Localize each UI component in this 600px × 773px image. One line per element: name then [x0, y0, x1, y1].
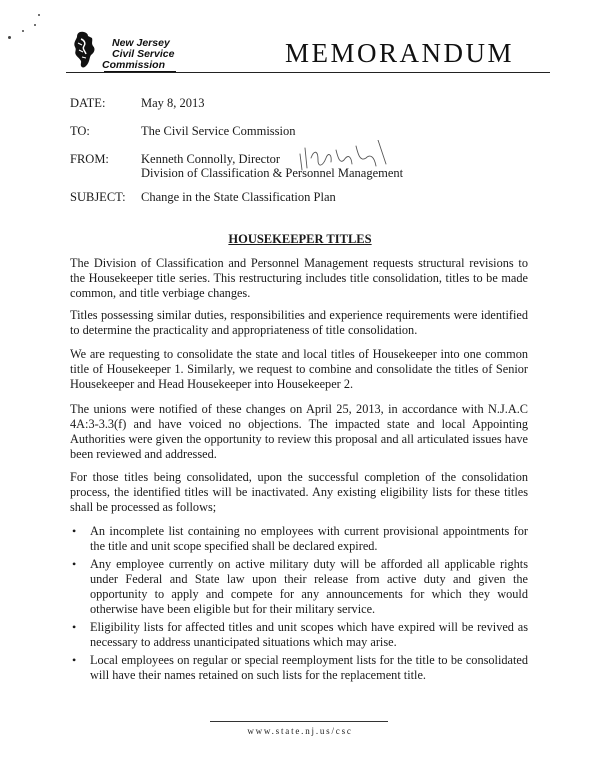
subject-label: SUBJECT:: [70, 190, 126, 204]
handwritten-signature: [296, 140, 388, 174]
logo-text-line2: Civil Service: [112, 48, 175, 60]
bullet-list: [70, 524, 528, 686]
new-jersey-state-outline-icon: [66, 30, 106, 70]
body-paragraph: The unions were notified of these changes on April 25, 2013, in accordance with N.J.A.C 4A:3-3.3(f) and have voiced no objections. The impacted state and local Appointing Authorities were given the opportunity to review this proposal and all articulated issues have been reviewed and addressed.: [70, 402, 528, 461]
section-heading: [0, 232, 600, 247]
bullet-icon: •: [72, 524, 77, 538]
to-label: TO:: [70, 124, 90, 138]
logo-text-line1: New Jersey: [112, 37, 170, 49]
body-paragraph: We are requesting to consolidate the state and local titles of Housekeeper into one common title of Housekeeper 1. Similarly, we request to combine and consolidate the titles of Senior Housekeeper and Head Housekeeper into Housekeeper 2.: [70, 347, 528, 391]
logo-text-line3: Commission: [102, 59, 166, 71]
list-item-text: Local employees on regular or special reemployment lists for the title to be consolidated will have their names retained on such lists for the replacement title.: [90, 653, 528, 682]
body-paragraph: For those titles being consolidated, upon the successful completion of the consolidation process, the identified titles will be inactivated. Any existing eligibility lists for these titles shall be processed as follows;: [70, 470, 528, 514]
body-paragraph: Titles possessing similar duties, responsibilities and experience requirements were identified to determine the practicality and appropriateness of title consolidation.: [70, 308, 528, 337]
bullet-icon: •: [72, 653, 77, 667]
scan-speck: [8, 36, 11, 39]
section-heading-text: HOUSEKEEPER TITLES: [228, 232, 372, 246]
list-item-text: Eligibility lists for affected titles and unit scopes which have expired will be revived as necessary to address unanticipated situations which may arise.: [90, 620, 528, 649]
list-item: [70, 620, 528, 650]
scan-speck: [38, 14, 40, 16]
list-item: [70, 524, 528, 554]
header-divider: [66, 72, 550, 73]
commission-logo: [66, 30, 176, 72]
scan-speck: [34, 24, 36, 26]
bullet-icon: •: [72, 557, 77, 571]
footer-url: www.state.nj.us/csc: [247, 726, 353, 736]
bullet-icon: •: [72, 620, 77, 634]
memorandum-title: MEMORANDUM: [285, 38, 515, 68]
date-label: DATE:: [70, 96, 106, 110]
to-value: The Civil Service Commission: [141, 124, 296, 138]
body-paragraph: The Division of Classification and Personnel Management requests structural revisions to the Housekeeper title series. This restructuring includes title consolidation, titles to be made common, and title verbiage changes.: [70, 256, 528, 300]
footer-divider: [210, 721, 388, 722]
from-label: FROM:: [70, 152, 109, 166]
list-item-text: Any employee currently on active military duty will be afforded all applicable rights under Federal and State law upon their release from active duty and given the opportunity to apply and compete for any announcements for which they would otherwise have been eligible but for their military service.: [90, 557, 528, 616]
date-value: May 8, 2013: [141, 96, 205, 110]
from-value-name: Kenneth Connolly, Director: [141, 152, 281, 166]
list-item: [70, 653, 528, 683]
list-item: [70, 557, 528, 617]
subject-value: Change in the State Classification Plan: [141, 190, 336, 204]
scan-speck: [22, 30, 24, 32]
list-item-text: An incomplete list containing no employees with current provisional appointments for the title and unit scope specified shall be declared expired.: [90, 524, 528, 553]
from-value-division: Division of Classification & Personnel Management: [141, 166, 404, 180]
